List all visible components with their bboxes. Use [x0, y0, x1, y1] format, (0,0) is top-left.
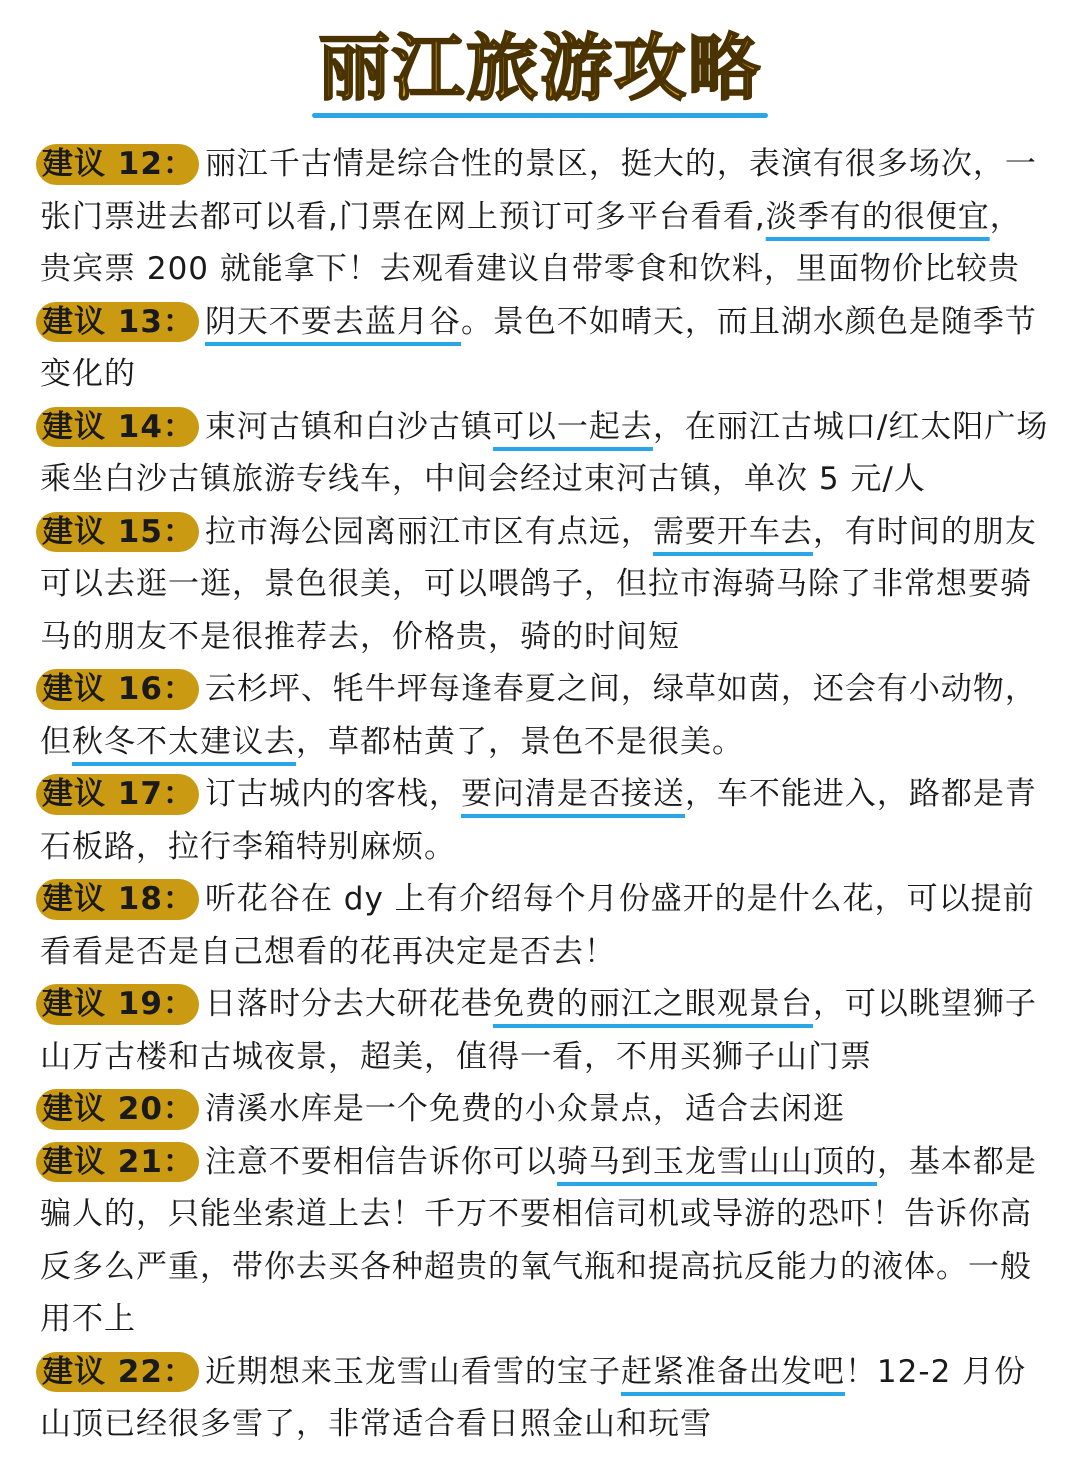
tip-text: ，车不能进入，路都是青石板路，拉行李箱特别麻烦。 — [40, 776, 1037, 865]
tip-badge — [40, 978, 199, 1031]
tip-highlight: 赶紧准备出发吧 — [620, 1353, 845, 1390]
tip-text: 。景色不如晴天，而且湖水颜色是随季节变化的 — [40, 303, 1037, 392]
tip-text: ！12-2 月份山顶已经很多雪了，非常适合看日照金山和玩雪 — [40, 1353, 1027, 1442]
tip-item-16 — [40, 663, 1050, 768]
tip-label: 建议 20： — [42, 1091, 195, 1127]
tip-badge — [40, 1136, 199, 1189]
tip-label: 建议 22： — [42, 1353, 195, 1390]
tip-label: 建议 19： — [42, 986, 195, 1022]
tip-label: 建议 16： — [42, 671, 195, 707]
tip-badge — [40, 768, 199, 821]
title-underline — [312, 113, 768, 118]
tip-item-17 — [40, 768, 1050, 873]
tip-highlight: 骑马到玉龙雪山山顶的 — [556, 1143, 877, 1180]
tip-text: 云杉坪、牦牛坪每逢春夏之间，绿草如茵，还会有小动物，但 — [40, 671, 1037, 760]
tip-text: 近期想来玉龙雪山看雪的宝子 — [204, 1353, 621, 1390]
tip-label: 建议 21： — [42, 1143, 195, 1180]
page-title — [312, 22, 768, 114]
tip-item-20 — [40, 1083, 1050, 1136]
tip-text: 束河古镇和白沙古镇 — [204, 408, 493, 445]
title-wrap — [0, 22, 1080, 114]
tip-highlight: 阴天不要去蓝月谷 — [204, 303, 461, 340]
tip-highlight: 需要开车去 — [652, 513, 813, 550]
tip-label: 建议 12： — [42, 146, 195, 182]
tip-badge — [40, 506, 199, 559]
tip-highlight: 免费的丽江之眼观景台 — [492, 986, 813, 1022]
tip-badge — [40, 873, 199, 926]
tip-item-13 — [40, 296, 1050, 401]
tip-badge — [40, 401, 199, 454]
tip-text: 拉市海公园离丽江市区有点远， — [204, 513, 653, 550]
tip-label: 建议 18： — [42, 881, 195, 917]
tip-text: 清溪水库是一个免费的小众景点，适合去闲逛 — [204, 1091, 845, 1127]
tip-label: 建议 15： — [42, 513, 195, 550]
tip-item-12 — [40, 138, 1050, 296]
tip-item-14 — [40, 401, 1050, 506]
tip-badge — [40, 1083, 199, 1136]
tip-item-22 — [40, 1346, 1050, 1451]
tip-text: 丽江千古情是综合性的景区，挺大的，表演有很多场次，一张门票进去都可以看,门票在网上预订可多平台看看, — [40, 146, 1037, 235]
tip-text: ，贵宾票 200 就能拿下！去观看建议自带零食和饮料，里面物价比较贵 — [40, 198, 1022, 287]
page-title-text: 丽江旅游攻略 — [317, 26, 762, 110]
tip-item-18 — [40, 873, 1050, 978]
tip-text: 日落时分去大研花巷 — [204, 986, 493, 1022]
tip-label: 建议 14： — [42, 408, 195, 445]
tip-badge — [40, 138, 199, 191]
tip-badge — [40, 1346, 199, 1399]
tip-text: ，草都枯黄了，景色不是很美。 — [296, 723, 744, 760]
tip-badge — [40, 296, 199, 349]
tip-item-19 — [40, 978, 1050, 1083]
tips-list — [40, 138, 1050, 1451]
tip-highlight: 要问清是否接送 — [460, 776, 685, 812]
tip-text: ，基本都是骗人的，只能坐索道上去！千万不要相信司机或导游的恐吓！告诉你高反多么严重，带你去买各种超贵的氧气瓶和提高抗反能力的液体。一般用不上 — [40, 1143, 1037, 1337]
tip-badge — [40, 663, 199, 716]
tip-text: ，有时间的朋友可以去逛一逛，景色很美，可以喂鸽子，但拉市海骑马除了非常想要骑马的朋友不是很推荐去，价格贵，骑的时间短 — [40, 513, 1037, 655]
tip-text: ，可以眺望狮子山万古楼和古城夜景，超美，值得一看，不用买狮子山门票 — [40, 986, 1037, 1075]
tip-item-15 — [40, 506, 1050, 664]
tip-highlight: 秋冬不太建议去 — [72, 723, 296, 760]
tip-text: 注意不要相信告诉你可以 — [204, 1143, 557, 1180]
tip-label: 建议 13： — [42, 303, 195, 340]
tip-text: 听花谷在 dy 上有介绍每个月份盛开的是什么花，可以提前看看是否是自己想看的花再决定是否去！ — [40, 881, 1035, 970]
tip-text: 订古城内的客栈， — [204, 776, 461, 812]
tip-item-21 — [40, 1136, 1050, 1346]
tip-text: ，在丽江古城口/红太阳广场乘坐白沙古镇旅游专线车，中间会经过束河古镇，单次 5 元/人 — [40, 408, 1049, 497]
tip-highlight: 淡季有的很便宜 — [765, 198, 990, 235]
tip-highlight: 可以一起去 — [492, 408, 653, 445]
tip-label: 建议 17： — [42, 776, 195, 812]
